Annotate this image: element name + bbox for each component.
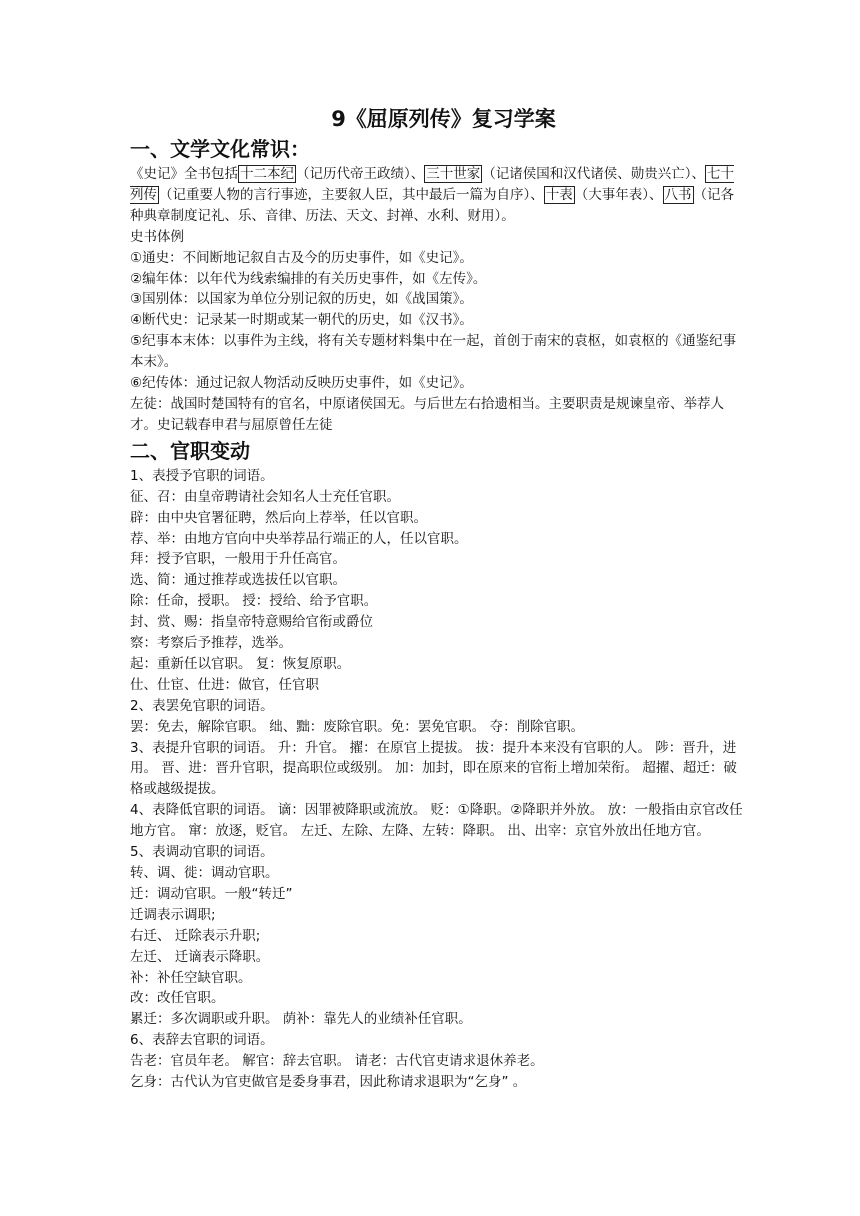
text-line: 3、表提升官职的词语。 升：升官。 擢：在原官上提拔。 拔：提升本来没有官职的人。 陟：晋升，进用。 晋、进：晋升官职，提高职位或级别。 加：加封，即在原来的官衔上增加荣衔。 超擢、超迁：破格或越级提拔。 xyxy=(130,739,737,798)
text-line: 改：改任官职。 xyxy=(130,990,225,1007)
boxed-term-shu: 八书 xyxy=(664,186,692,203)
genre-item: ⑥纪传体：通过记叙人物活动反映历史事件，如《史记》。 xyxy=(130,375,473,392)
boxed-term-benji: 十二本纪 xyxy=(240,166,294,182)
shiji-intro-text: （记历代帝王政绩）、 xyxy=(296,166,425,182)
text-line: 累迁：多次调职或升职。 荫补：靠先人的业绩补任官职。 xyxy=(130,1011,472,1028)
genre-item: ②编年体：以年代为线索编排的有关历史事件，如《左传》。 xyxy=(130,270,487,287)
text-line: 告老：官员年老。 解官：辞去官职。 请老：古代官吏请求退休养老。 xyxy=(130,1053,544,1070)
shiji-intro-paragraph xyxy=(130,164,743,227)
text-line: 6、表辞去官职的词语。 xyxy=(130,1032,274,1049)
text-line: 迁调表示调职; xyxy=(130,906,216,923)
genre-item: ①通史：不间断地记叙自古及今的历史事件，如《史记》。 xyxy=(130,249,473,266)
genre-title: 史书体例 xyxy=(130,228,184,245)
text-line: 转、调、徙：调动官职。 xyxy=(130,865,279,881)
text-line: 2、表罢免官职的词语。 xyxy=(130,697,274,714)
shiji-intro-text: （大事年表）、 xyxy=(574,186,663,203)
boxed-term-biao: 十表 xyxy=(545,186,573,203)
text-line: 右迁、 迁除表示升职; xyxy=(130,927,261,944)
shiji-intro-text: （记各种典章制度记礼、乐、音律、历法、天文、封禅、水利、财用）。 xyxy=(130,186,734,224)
shiji-intro-text: （记诸侯国和汉代诸侯、勋贵兴亡）、 xyxy=(482,166,705,182)
shiji-intro-text: 《史记》全书包括 xyxy=(130,166,238,182)
boxed-term-liezhuan: 七十列传 xyxy=(130,166,734,203)
text-line: 辟：由中央官署征聘，然后向上荐举，任以官职。 xyxy=(130,509,427,526)
shiji-intro-text: （记重要人物的言行事迹，主要叙人臣，其中最后一篇为自序）、 xyxy=(159,186,544,203)
text-line: 除：任命，授职。 授：授给、给予官职。 xyxy=(130,593,378,610)
text-line: 仕、仕宦、仕进：做官，任官职 xyxy=(130,676,319,693)
text-line: 补：补任空缺官职。 xyxy=(130,969,252,986)
text-line: 封、赏、赐：指皇帝特意赐给官衔或爵位 xyxy=(130,614,373,631)
boxed-term-shijia: 三十世家 xyxy=(426,166,481,182)
section-heading-official-posts: 二、官职变动 xyxy=(130,438,250,463)
text-line: 荐、举：由地方官向中央举荐品行端正的人，任以官职。 xyxy=(130,530,468,547)
page-title: 9《屈原列传》复习学案 xyxy=(331,107,556,131)
text-line: 左迁、 迁谪表示降职。 xyxy=(130,948,270,965)
text-line: 1、表授予官职的词语。 xyxy=(130,467,274,484)
text-line: 乞身：古代认为官吏做官是委身事君，因此称请求退职为“乞身” 。 xyxy=(130,1074,527,1091)
text-line: 5、表调动官职的词语。 xyxy=(130,844,274,861)
text-line: 征、召：由皇帝聘请社会知名人士充任官职。 xyxy=(130,488,400,505)
text-line: 罢：免去，解除官职。 绌、黜：废除官职。免：罢免官职。 夺：削除官职。 xyxy=(130,718,585,735)
text-line: 选、简：通过推荐或选拔任以官职。 xyxy=(130,572,346,589)
genre-item: ③国别体：以国家为单位分别记叙的历史，如《战国策》。 xyxy=(130,291,473,308)
zuotu-paragraph: 左徒：战国时楚国特有的官名，中原诸侯国无。与后世左右拾遗相当。主要职责是规谏皇帝、举荐人才。史记载春申君与屈原曾任左徒 xyxy=(130,395,724,433)
text-line: 起：重新任以官职。 复：恢复原职。 xyxy=(130,655,351,672)
genre-item: ④断代史：记录某一时期或某一朝代的历史，如《汉书》。 xyxy=(130,312,473,329)
section-heading-literature: 一、文学文化常识： xyxy=(130,137,310,161)
text-line: 察：考察后予推荐，选举。 xyxy=(130,635,292,652)
text-line: 拜：授予官职，一般用于升任高官。 xyxy=(130,551,346,568)
text-line: 4、表降低官职的词语。 谪：因罪被降职或流放。 贬：①降职。②降职并外放。 放：一般指由京官改任地方官。 窜：放逐，贬官。 左迁、左除、左降、左转：降职。 出、出宰：京官外放出任地方官。 xyxy=(130,802,743,840)
genre-item: ⑤纪事本末体：以事件为主线，将有关专题材料集中在一起，首创于南宋的袁枢，如袁枢的《通鉴纪事本末》。 xyxy=(130,333,737,371)
text-line: 迁：调动官职。一般“转迁” xyxy=(130,885,293,902)
